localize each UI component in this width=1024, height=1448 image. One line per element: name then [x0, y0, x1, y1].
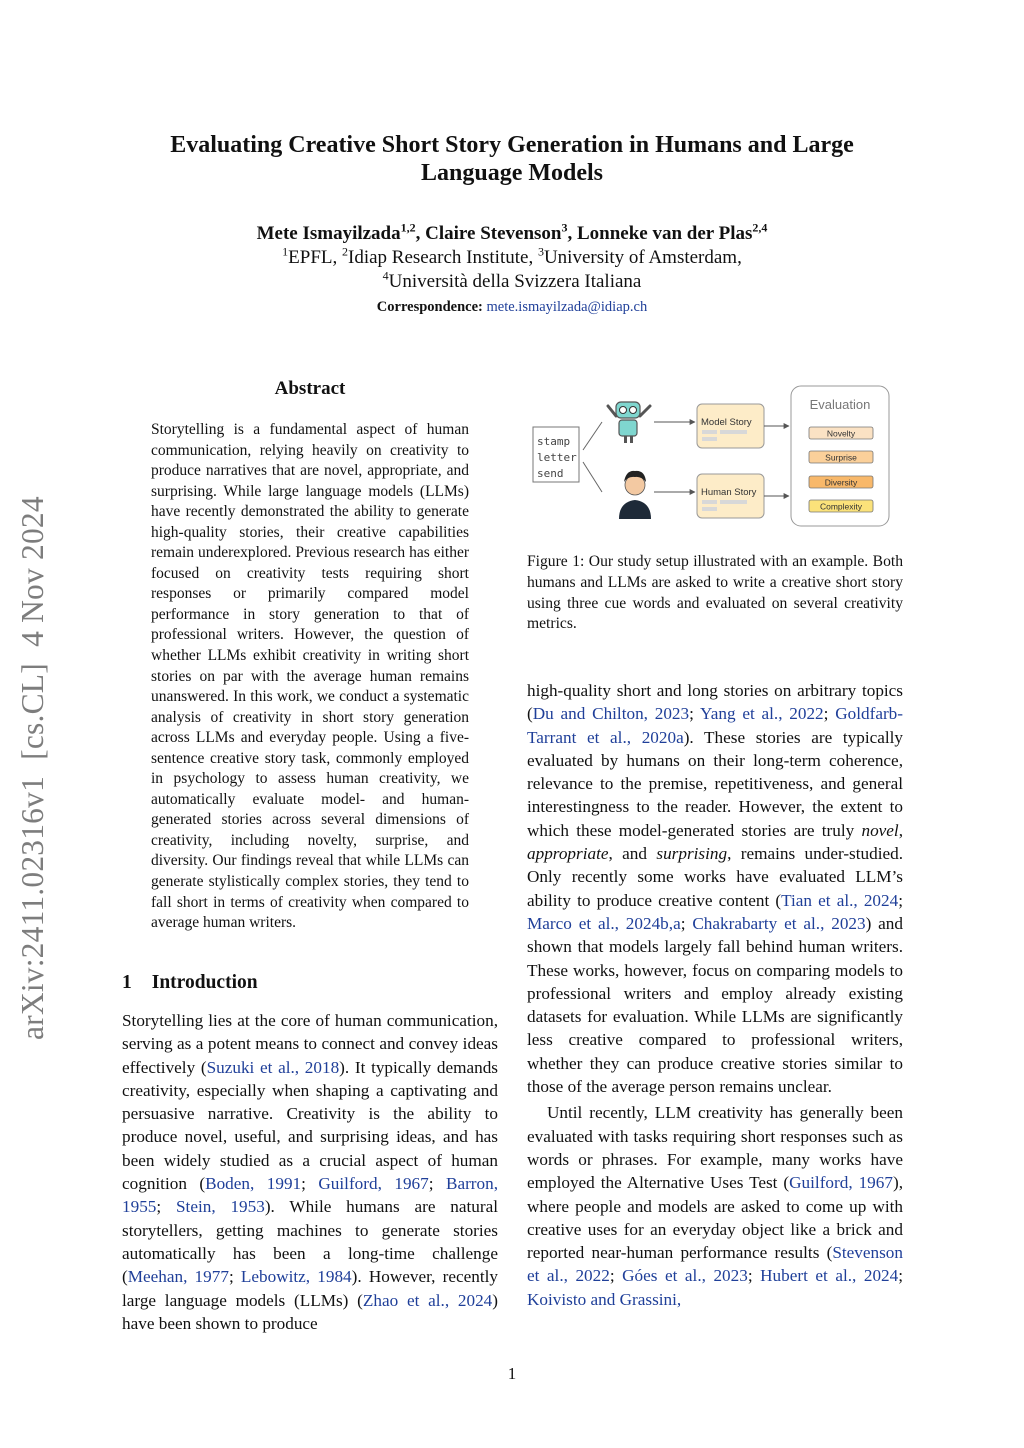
person-icon	[619, 471, 651, 519]
correspondence-label: Correspondence:	[376, 299, 483, 315]
citation-link[interactable]: Suzuki et al., 2018	[206, 1057, 340, 1077]
citation-link[interactable]: Koivisto and Grassini,	[527, 1289, 682, 1309]
intro-paragraph	[527, 679, 903, 1098]
author-affiliation-marker: 2,4	[752, 220, 768, 235]
body-text: ;	[689, 704, 701, 724]
body-text: ;	[301, 1174, 319, 1194]
intro-left-column	[122, 1009, 498, 1335]
intro-right-column	[527, 679, 903, 1311]
cue-word: stamp	[537, 435, 571, 448]
body-text: ;	[609, 1266, 623, 1286]
citation-link[interactable]: Tian et al., 2024	[781, 890, 899, 910]
author-block	[120, 222, 904, 294]
author-name: Mete Ismayilzada	[256, 223, 401, 244]
cue-word: letter	[537, 451, 577, 464]
affiliation-name: University of Amsterdam	[543, 247, 738, 268]
body-text: ). These stories are typically evaluated by humans on their long-term coherence, relevance to the premise, repetitiveness, and general interestingness to the reader. However, the extent to which these model-generated stories are truly	[527, 727, 903, 840]
section-number: 1	[122, 972, 132, 993]
section-title: Introduction	[151, 972, 258, 993]
body-text: ;	[898, 1266, 904, 1286]
citation-link[interactable]: Goldfarb-Tarrant et al., 2020a	[527, 704, 903, 747]
human-story-label: Human Story	[701, 487, 757, 498]
citation-link[interactable]: Barron, 1955	[122, 1174, 499, 1217]
body-text: ) have been shown to produce	[122, 1290, 498, 1333]
citation-link[interactable]: Guilford, 1967	[318, 1174, 429, 1194]
correspondence	[120, 299, 904, 316]
author-affiliation-marker: 1,2	[400, 220, 416, 235]
citation-link[interactable]: Stein, 1953	[175, 1197, 265, 1217]
correspondence-email-link[interactable]: mete.ismayilzada@idiap.ch	[486, 299, 648, 315]
model-story-label: Model Story	[701, 417, 752, 428]
body-text: ;	[680, 913, 693, 933]
metric-label: Diversity	[824, 477, 858, 488]
cue-word: send	[537, 467, 564, 480]
connector-line	[583, 462, 602, 492]
metric-label: Surprise	[825, 452, 857, 463]
connector-line	[583, 422, 602, 450]
abstract-heading: Abstract	[274, 378, 346, 399]
body-text: ;	[156, 1197, 176, 1217]
emphasis-text: novel	[861, 820, 899, 840]
body-text: ;	[428, 1174, 446, 1194]
robot-icon	[608, 402, 650, 443]
citation-link[interactable]: Góes et al., 2023	[622, 1266, 748, 1286]
emphasis-text: surprising	[656, 844, 728, 864]
body-text: ). However, recently large language models (LLMs) (	[122, 1267, 498, 1310]
body-text: ), where people and models are asked to come up with creative uses for an everyday object like a brick and reported near-human performance results (	[527, 1173, 903, 1263]
body-text: ). It typically demands creativity, especially when shaping a captivating and persuasive narrative. Creativity is the ability to produce novel, useful, and surprising ideas, and has been widely studied as a crucial aspect of human cognition (	[122, 1057, 498, 1194]
paper-title: Evaluating Creative Short Story Generation in Humans and Large Language Models	[170, 132, 854, 186]
body-text: ) and shown that models largely fall behind human writers. These works, however, focus on comparing models to professional writers and employ already existing datasets for evaluation. While LLMs are significantly less creative compared to professional writers, whether they can produce creative stories similar to those of the average person remains unclear.	[527, 913, 903, 1097]
affiliation-number: 4	[382, 268, 389, 283]
citation-link[interactable]: Du and Chilton, 2023	[532, 704, 690, 724]
affiliation-number: 2	[342, 244, 349, 259]
body-text: Storytelling lies at the core of human communication, serving as a potent means to connect and convey ideas effectively (	[122, 1011, 498, 1077]
metric-label: Novelty	[826, 428, 856, 439]
affiliation-name: EPFL	[288, 247, 333, 268]
affiliation-number: 1	[282, 244, 289, 259]
arxiv-side-stamp: arXiv:2411.02316v1 [cs.CL] 4 Nov 2024	[15, 496, 50, 1040]
citation-link[interactable]: Stevenson et al., 2022	[527, 1243, 903, 1286]
figure-1-diagram	[530, 382, 895, 532]
citation-link[interactable]: Meehan, 1977	[127, 1267, 229, 1287]
citation-link[interactable]: Marco et al., 2024b,a	[527, 913, 681, 933]
body-text: ). While humans are natural storytellers, getting machines to generate stories automatically has been a long-time challenge (	[122, 1197, 499, 1287]
intro-paragraph	[527, 1101, 903, 1311]
page-number: 1	[507, 1364, 517, 1383]
affiliation-line: $^1$EPFL, $^2$Idiap Research Institute, $^3$University of Amsterdam,	[282, 244, 742, 268]
body-text: ;	[898, 890, 903, 910]
body-text: , remains under-studied. Only recently some works have evaluated LLM’s ability to produce creative content (	[527, 844, 903, 910]
citation-link[interactable]: Boden, 1991	[205, 1174, 302, 1194]
body-text: , and	[608, 844, 657, 864]
body-text: Until recently, LLM creativity has generally been evaluated with tasks requiring short responses such as words or phrases. For example, many works have employed the Alternative Uses Test (	[527, 1103, 903, 1193]
citation-link[interactable]: Lebowitz, 1984	[240, 1267, 352, 1287]
figure-1-caption: Figure 1: Our study setup illustrated with an example. Both humans and LLMs are asked to write a creative short story using three cue words and evaluated on several creativity metrics.	[527, 553, 903, 633]
section-heading-introduction	[122, 972, 278, 994]
citation-link[interactable]: Guilford, 1967	[789, 1173, 893, 1193]
author-affiliation-marker: 3	[561, 220, 568, 235]
emphasis-text: appropriate	[527, 844, 609, 864]
affiliation-line	[120, 270, 904, 294]
citation-link[interactable]: Zhao et al., 2024	[362, 1290, 493, 1310]
body-text: high-quality short and long stories on arbitrary topics (	[527, 681, 903, 724]
affiliation-number: 3	[537, 244, 544, 259]
body-text: ;	[747, 1266, 761, 1286]
citation-link[interactable]: Chakrabarty et al., 2023	[692, 913, 866, 933]
citation-link[interactable]: Yang et al., 2022	[700, 704, 824, 724]
abstract-text: Storytelling is a fundamental aspect of human communication, relying heavily on creativity to produce narratives that are novel, appropriate, and surprising. While large language models (LLMs) have recently demonstrated the ability to generate high-quality stories, their creative capabilities remain underexplored. Previous research has either focused on creativity tests requiring short responses or primarily compared model performance in story generation to that of professional writers. However, the question of whether LLMs exhibit creativity in writing short stories on par with the average human remains unanswered. In this work, we conduct a systematic analysis of creativity in short story generation across LLMs and everyday people. Using a five-sentence creative story task, commonly employed in psychology to assess human creativity, we automatically evaluate model- and human-generated stories across several dimensions of creativity, including novelty, surprise, and diversity. Our findings reveal that while LLMs can generate stylistically complex stories, they tend to fall short in terms of creativity when compared to average human writers.	[151, 421, 469, 932]
body-text: ;	[228, 1267, 241, 1287]
metric-label: Complexity	[819, 501, 863, 512]
evaluation-label: Evaluation	[809, 397, 871, 412]
author-list: Mete Ismayilzada$^{1,2}$, Claire Stevenson$^3$, Lonneke van der Plas$^{2,4}$	[256, 220, 768, 244]
body-text: ,	[898, 820, 903, 840]
intro-paragraph	[122, 1009, 498, 1335]
affiliation-name: Università della Svizzera Italiana	[388, 271, 642, 292]
author-name: Claire Stevenson	[425, 223, 562, 244]
citation-link[interactable]: Hubert et al., 2024	[760, 1266, 899, 1286]
affiliation-name: Idiap Research Institute	[348, 247, 529, 268]
body-text: ;	[823, 704, 836, 724]
author-name: Lonneke van der Plas	[576, 223, 753, 244]
